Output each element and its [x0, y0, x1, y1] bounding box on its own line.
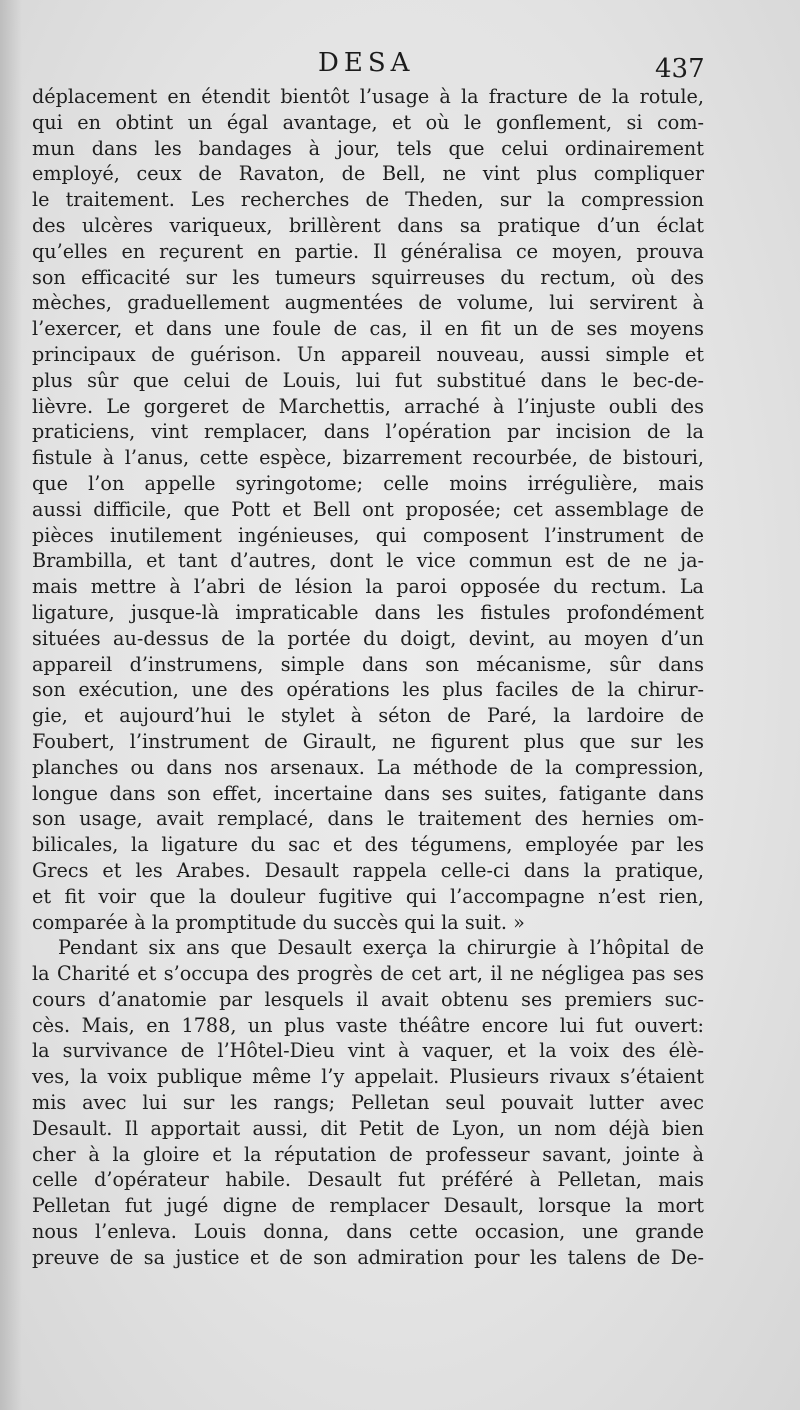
- text-line: la Charité et s’occupa des progrès de cet art, il ne négligea pas ses: [32, 962, 704, 986]
- text-line: employé, ceux de Ravaton, de Bell, ne vint plus compliquer: [32, 162, 704, 186]
- page-number: 437: [655, 54, 705, 84]
- running-title: DESA: [318, 48, 415, 78]
- text-line: l’exercer, et dans une foule de cas, il en fit un de ses moyens: [32, 317, 704, 341]
- text-line: qui en obtint un égal avantage, et où le gonflement, si com-: [32, 110, 704, 134]
- text-line: celle d’opérateur habile. Desault fut préféré à Pelletan, mais: [32, 1168, 704, 1192]
- text-line: mun dans les bandages à jour, tels que celui ordinairement: [32, 136, 704, 160]
- text-line: son efficacité sur les tumeurs squirreuses du rectum, où des: [32, 265, 704, 289]
- text-line: mèches, graduellement augmentées de volume, lui servirent à: [32, 291, 704, 315]
- text-line: cours d’anatomie par lesquels il avait obtenu ses premiers suc-: [32, 987, 704, 1011]
- text-line: son exécution, une des opérations les plus faciles de la chirur-: [32, 678, 704, 702]
- text-line: ligature, jusque-là impraticable dans les fistules profondément: [32, 600, 704, 624]
- text-line: qu’elles en reçurent en partie. Il généralisa ce moyen, prouva: [32, 239, 704, 263]
- text-line: bilicales, la ligature du sac et des tégumens, employée par les: [32, 833, 704, 857]
- text-line: principaux de guérison. Un appareil nouveau, aussi simple et: [32, 342, 704, 366]
- text-line: gie, et aujourd’hui le stylet à séton de Paré, la lardoire de: [32, 704, 704, 728]
- text-line: lièvre. Le gorgeret de Marchettis, arraché à l’injuste oubli des: [32, 394, 704, 418]
- text-line: cher à la gloire et la réputation de professeur savant, jointe à: [32, 1142, 704, 1166]
- text-line-paragraph-start: Pendant six ans que Desault exerça la chirurgie à l’hôpital de: [58, 936, 704, 960]
- text-line: la survivance de l’Hôtel-Dieu vint à vaquer, et la voix des élè-: [32, 1039, 704, 1063]
- page-header: [0, 48, 800, 88]
- text-line: cès. Mais, en 1788, un plus vaste théâtre encore lui fut ouvert:: [32, 1013, 704, 1037]
- text-line-paragraph-end: comparée à la promptitude du succès qui la suit. »: [32, 910, 525, 934]
- text-line: déplacement en étendit bientôt l’usage à la fracture de la rotule,: [32, 85, 704, 108]
- text-line: des ulcères variqueux, brillèrent dans sa pratique d’un éclat: [32, 213, 704, 237]
- text-line: que l’on appelle syringotome; celle moins irrégulière, mais: [32, 471, 704, 495]
- text-line: nous l’enleva. Louis donna, dans cette occasion, une grande: [32, 1220, 704, 1244]
- text-line: ves, la voix publique même l’y appelait. Plusieurs rivaux s’étaient: [32, 1065, 704, 1089]
- text-line: mais mettre à l’abri de lésion la paroi opposée du rectum. La: [32, 575, 704, 599]
- text-line: et fit voir que la douleur fugitive qui l’accompagne n’est rien,: [32, 884, 704, 908]
- text-line: Brambilla, et tant d’autres, dont le vice commun est de ne ja-: [32, 549, 704, 573]
- text-line: praticiens, vint remplacer, dans l’opération par incision de la: [32, 420, 704, 444]
- text-line: mis avec lui sur les rangs; Pelletan seul pouvait lutter avec: [32, 1091, 704, 1115]
- page-gutter-shadow: [0, 0, 22, 1410]
- text-line: longue dans son effet, incertaine dans ses suites, fatigante dans: [32, 781, 704, 805]
- text-line: Grecs et les Arabes. Desault rappela celle-ci dans la pratique,: [32, 858, 704, 882]
- text-line: preuve de sa justice et de son admiration pour les talens de De-: [32, 1245, 704, 1269]
- body-text: [32, 84, 704, 1271]
- text-line: fistule à l’anus, cette espèce, bizarrement recourbée, de bistouri,: [32, 446, 704, 470]
- text-line: Foubert, l’instrument de Girault, ne figurent plus que sur les: [32, 729, 704, 753]
- text-line: appareil d’instrumens, simple dans son mécanisme, sûr dans: [32, 652, 704, 676]
- text-line: Pelletan fut jugé digne de remplacer Desault, lorsque la mort: [32, 1194, 704, 1218]
- text-line: aussi difficile, que Pott et Bell ont proposée; cet assemblage de: [32, 497, 704, 521]
- text-line: pièces inutilement ingénieuses, qui composent l’instrument de: [32, 523, 704, 547]
- text-line: planches ou dans nos arsenaux. La méthode de la compression,: [32, 755, 704, 779]
- text-line: Desault. Il apportait aussi, dit Petit de Lyon, un nom déjà bien: [32, 1116, 704, 1140]
- text-line: plus sûr que celui de Louis, lui fut substitué dans le bec-de-: [32, 368, 704, 392]
- text-line: situées au-dessus de la portée du doigt, devint, au moyen d’un: [32, 626, 704, 650]
- text-line: le traitement. Les recherches de Theden, sur la compression: [32, 188, 704, 212]
- text-line: son usage, avait remplacé, dans le traitement des hernies om-: [32, 807, 704, 831]
